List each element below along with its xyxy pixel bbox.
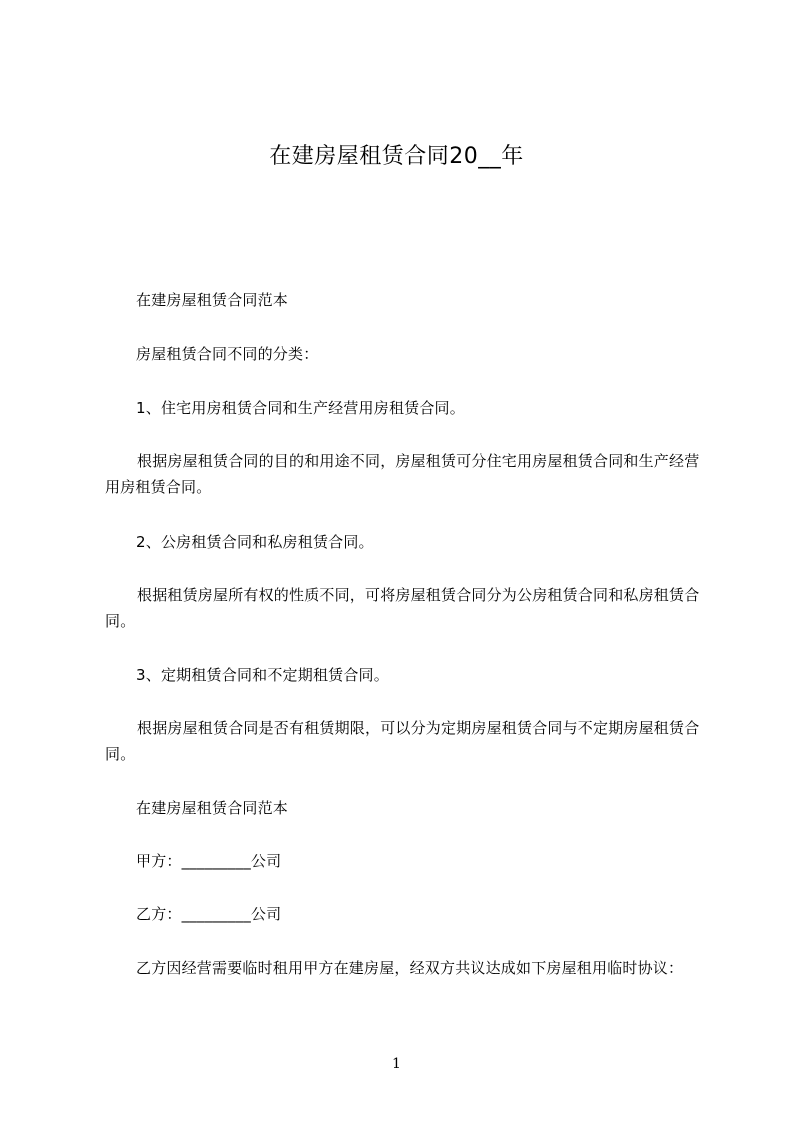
page-number: 1 (392, 1056, 401, 1072)
paragraph-item-3-heading: 3、定期租赁合同和不定期租赁合同。 (136, 666, 389, 684)
paragraph-item-3-body: 根据房屋租赁合同是否有租赁期限，可以分为定期房屋租赁合同与不定期房屋租赁合同。 (105, 719, 700, 763)
party-a-line: 甲方：_________公司 (136, 852, 282, 870)
paragraph-template-heading: 在建房屋租赁合同范本 (136, 291, 289, 309)
party-b-line: 乙方：_________公司 (136, 905, 282, 923)
paragraph-item-2-body: 根据租赁房屋所有权的性质不同，可将房屋租赁合同分为公房租赁合同和私房租赁合同。 (105, 586, 700, 630)
paragraph-classification-intro: 房屋租赁合同不同的分类： (136, 345, 319, 363)
document-title: 在建房屋租赁合同20__年 (269, 144, 524, 169)
paragraph-item-1-body: 根据房屋租赁合同的目的和用途不同，房屋租赁可分住宅用房屋租赁合同和生产经营用房租赁合同。 (105, 452, 700, 496)
paragraph-item-2-heading: 2、公房租赁合同和私房租赁合同。 (136, 533, 374, 551)
paragraph-item-1-heading: 1、住宅用房租赁合同和生产经营用房租赁合同。 (136, 399, 465, 417)
agreement-intro-paragraph: 乙方因经营需要临时租用甲方在建房屋，经双方共议达成如下房屋租用临时协议： (136, 959, 684, 977)
paragraph-template-heading-2: 在建房屋租赁合同范本 (136, 799, 289, 817)
